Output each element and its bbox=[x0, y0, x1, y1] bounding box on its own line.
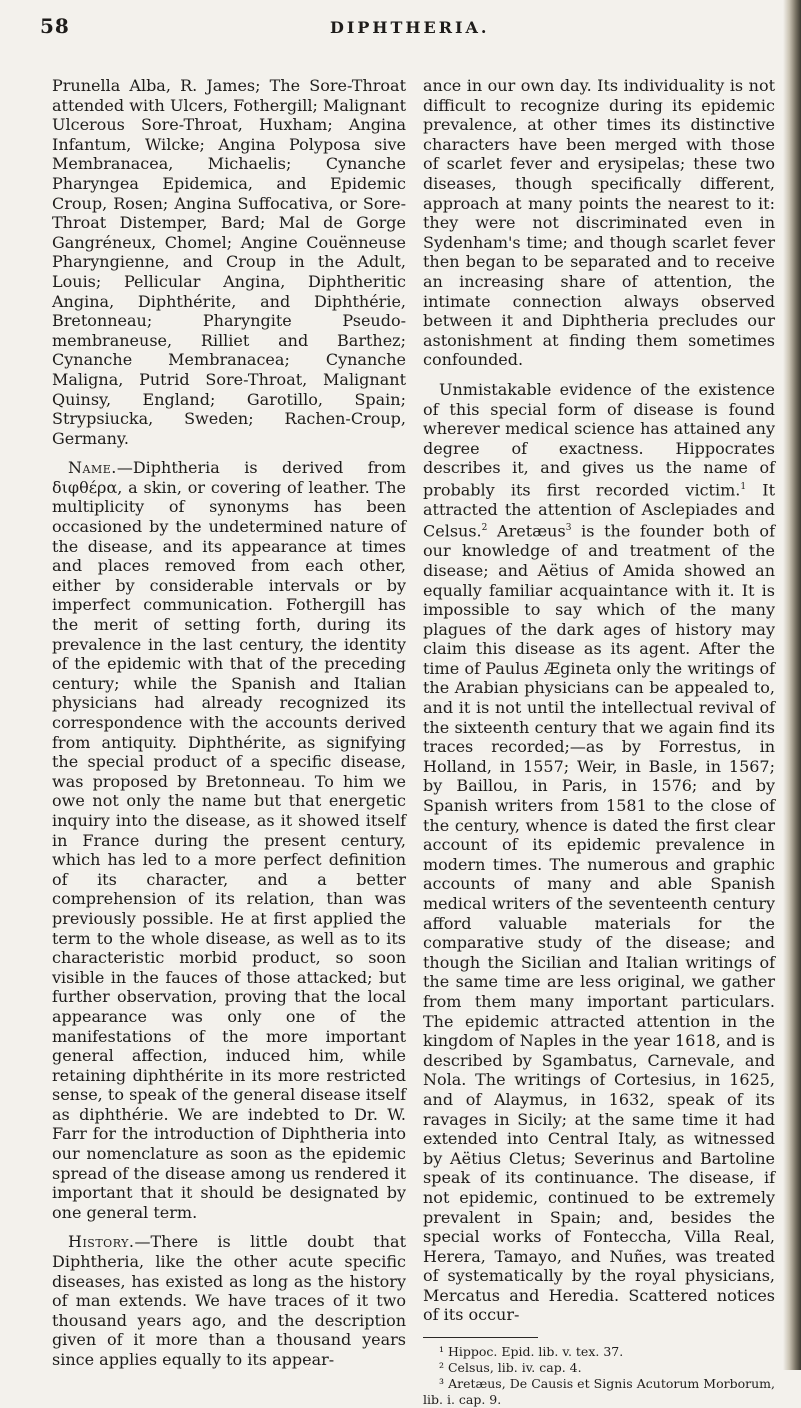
footnote-2: ² Celsus, lib. iv. cap. 4. bbox=[439, 1360, 582, 1376]
footnote-3: ³ Aretæus, De Causis et Signis Acutorum Morborum, lib. i. cap. 9. bbox=[423, 1376, 775, 1408]
footnote-ref-3: 3 bbox=[565, 523, 572, 534]
footnote-divider bbox=[423, 1337, 538, 1338]
continuation-paragraph: ance in our own day. Its individuality is not difficult to recognize during its epidemic prevalence, at other times its distinctive characters have been merged with those of scarlet fever and erysipelas; these two diseases, though specifically different, approach at many points the nearest to it: they were not discriminated even in Sydenham's time; and though scarlet fever then began to be separated and to receive an increasing share of attention, the intimate connection always observed between it and Diphtheria precludes our astonishment at finding them sometimes confounded. bbox=[423, 76, 775, 370]
left-column bbox=[52, 76, 406, 1370]
running-head: DIPHTHERIA. bbox=[330, 18, 490, 37]
evidence-text-d: is the founder both of our knowledge of and treatment of the disease; and Aëtius of Amida showed an equally familiar acquaintance with it. It is impossible to say which of the many plagues of the dark ages of history may claim this disease as its agent. After the time of Paulus Ægineta only the writings of the Arabian physicians can be appealed to, and it is not until the intellectual revival of the sixteenth century that we again find its traces recorded;—as by Forrestus, in Holland, in 1557; Weir, in Basle, in 1567; by Baillou, in Paris, in 1576; and by Spanish writers from 1581 to the close of the century, whence is dated the first clear account of its epidemic prevalence in modern times. The numerous and graphic accounts of many and able Spanish medical writers of the seventeenth century afford valuable materials for the comparative study of the disease; and though the Sicilian and Italian writings of the same time are less original, we gather from them many important particulars. The epidemic attracted attention in the kingdom of Naples in the year 1618, and is described by Sgambatus, Carnevale, and Nola. The writings of Cortesius, in 1625, and of Alaymus, in 1632, speak of its ravages in Sicily; at the same time it had extended into Central Italy, as witnessed by Aëtius Cletus; Severinus and Bartoline speak of its continuance. The disease, if not epidemic, continued to be extremely prevalent in Spain; and, besides the special works of Fonteccha, Villa Real, Herera, Tamayo, and Nuñes, was treated of systematically by the royal physicians, Mercatus and Heredia. Scattered notices of its occur- bbox=[423, 521, 775, 1325]
right-column bbox=[423, 76, 775, 1408]
footnotes bbox=[423, 1344, 775, 1408]
page-number: 58 bbox=[40, 14, 70, 38]
footnote-1: ¹ Hippoc. Epid. lib. v. tex. 37. bbox=[439, 1344, 624, 1360]
evidence-text-a: Unmistakable evidence of the existence of this special form of disease is found wherever medical science has attained any degree of exactness. Hippocrates describes it, and gives us the name of probably its first recorded victim. bbox=[423, 379, 775, 500]
evidence-text-b: It attracted the attention of Asclepiades and Celsus. bbox=[423, 480, 775, 541]
name-text: —Diphtheria is derived from διφθέρα, a skin, or covering of leather. The multiplicity of synonyms has been occasioned by the undetermined nature of the disease, and its appearance at times and places removed from each other, either by considerable intervals or by imperfect communication. Fothergill has the merit of setting forth, during its prevalence in the last century, the identity of the epidemic with that of the preceding century; while the Spanish and Italian physicians had already recognized its correspondence with the accounts derived from antiquity. Diphthérite, as signifying the special product of a specific disease, was proposed by Bretonneau. To him we owe not only the name but that energetic inquiry into the disease, as it showed itself in France during the present century, which has led to a more perfect definition of its character, and a better comprehension of its relation, than was previously possible. He at first applied the term to the whole disease, as well as to its characteristic morbid product, so soon visible in the fauces of those attacked; but further observation, proving that the local appearance was only one of the manifestations of the more important general affection, induced him, while retaining diphthérite in its more restricted sense, to speak of the general disease itself as diphthérie. We are indebted to Dr. W. Farr for the introduction of Diphtheria into our nomenclature as soon as the epidemic spread of the disease among us rendered it important that it should be designated by one general term. bbox=[52, 458, 406, 1222]
history-text: —There is little doubt that Diphtheria, like the other acute specific diseases, has existed as long as the history of man extends. We have traces of it two thousand years ago, and the description given of it more than a thousand years since applies equally to its appear- bbox=[52, 1232, 406, 1369]
history-heading: History. bbox=[68, 1232, 135, 1252]
footnote-ref-2: 2 bbox=[481, 523, 488, 534]
synonyms-paragraph: Prunella Alba, R. James; The Sore-Throat attended with Ulcers, Fothergill; Malignant Ulcerous Sore-Throat, Huxham; Angina Infantum, Wilcke; Angina Polyposa sive Membranacea, Michaelis; Cynanche Pharyngea Epidemica, and Epidemic Croup, Rosen; Angina Suffocativa, or Sore-Throat Distemper, Bard; Mal de Gorge Gangréneux, Chomel; Angine Couënneuse Pharyngienne, and Croup in the Adult, Louis; Pellicular Angina, Diphtheritic Angina, Diphthérite, and Diphthérie, Bretonneau; Pharyngite Pseudo-membraneuse, Rilliet and Barthez; Cynanche Membranacea; Cynanche Maligna, Putrid Sore-Throat, Malignant Quinsy, England; Garotillo, Spain; Strypsiucka, Sweden; Rachen-Croup, Germany. bbox=[52, 76, 406, 448]
name-section bbox=[52, 458, 406, 1222]
footnote-ref-1: 1 bbox=[740, 481, 747, 492]
page-edge-shadow bbox=[783, 0, 801, 1370]
evidence-text-c: Aretæus bbox=[487, 521, 566, 541]
name-heading: Name. bbox=[68, 458, 117, 478]
evidence-paragraph bbox=[423, 380, 775, 1325]
history-section bbox=[52, 1232, 406, 1369]
